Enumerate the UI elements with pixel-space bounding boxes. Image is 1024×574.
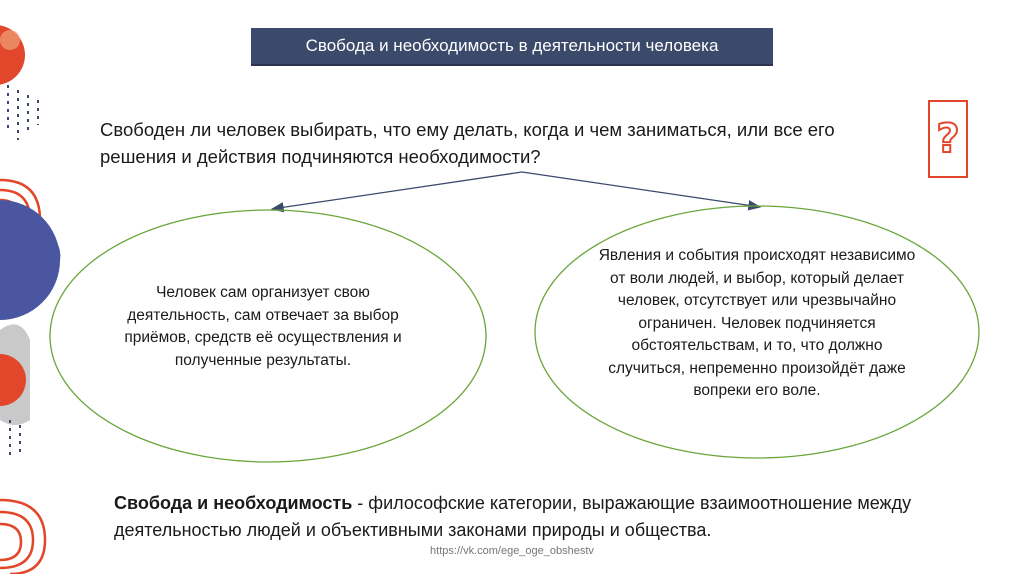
question-text: Свободен ли человек выбирать, что ему делать, когда и чем заниматься, или все его решения и действия подчиняются необходимости?: [100, 119, 835, 167]
right-ellipse-text: Явления и события происходят независимо от воли людей, и выбор, который делает человек, отсутствует или чрезвычайно ограничен. Человек подчиняется обстоятельствам, и то, что должно случиться, непременно произойдёт даже вопреки его воле.: [598, 247, 916, 399]
source-link[interactable]: https://vk.com/ege_oge_obshestv: [430, 545, 594, 557]
left-ellipse-text: Человек сам организует свою деятельность, сам отвечает за выбор приёмов, средств её осуществления и полученные результаты.: [124, 284, 402, 369]
arrow-to-right: [522, 172, 760, 207]
slide-title: [251, 28, 773, 66]
slide-title-text: Свобода и необходимость в деятельности человека: [305, 36, 719, 55]
definition-term: Свобода и необходимость: [114, 493, 353, 513]
decorative-side-pattern: [0, 0, 70, 574]
question-mark-icon: ?: [936, 116, 960, 162]
definition-body: - философские категории, выражающие взаимоотношение между деятельностью людей и объективными законами природы и общества.: [114, 493, 912, 540]
question-mark-box: [928, 100, 968, 178]
arrow-to-left: [272, 172, 522, 209]
definition-paragraph: [114, 490, 994, 544]
